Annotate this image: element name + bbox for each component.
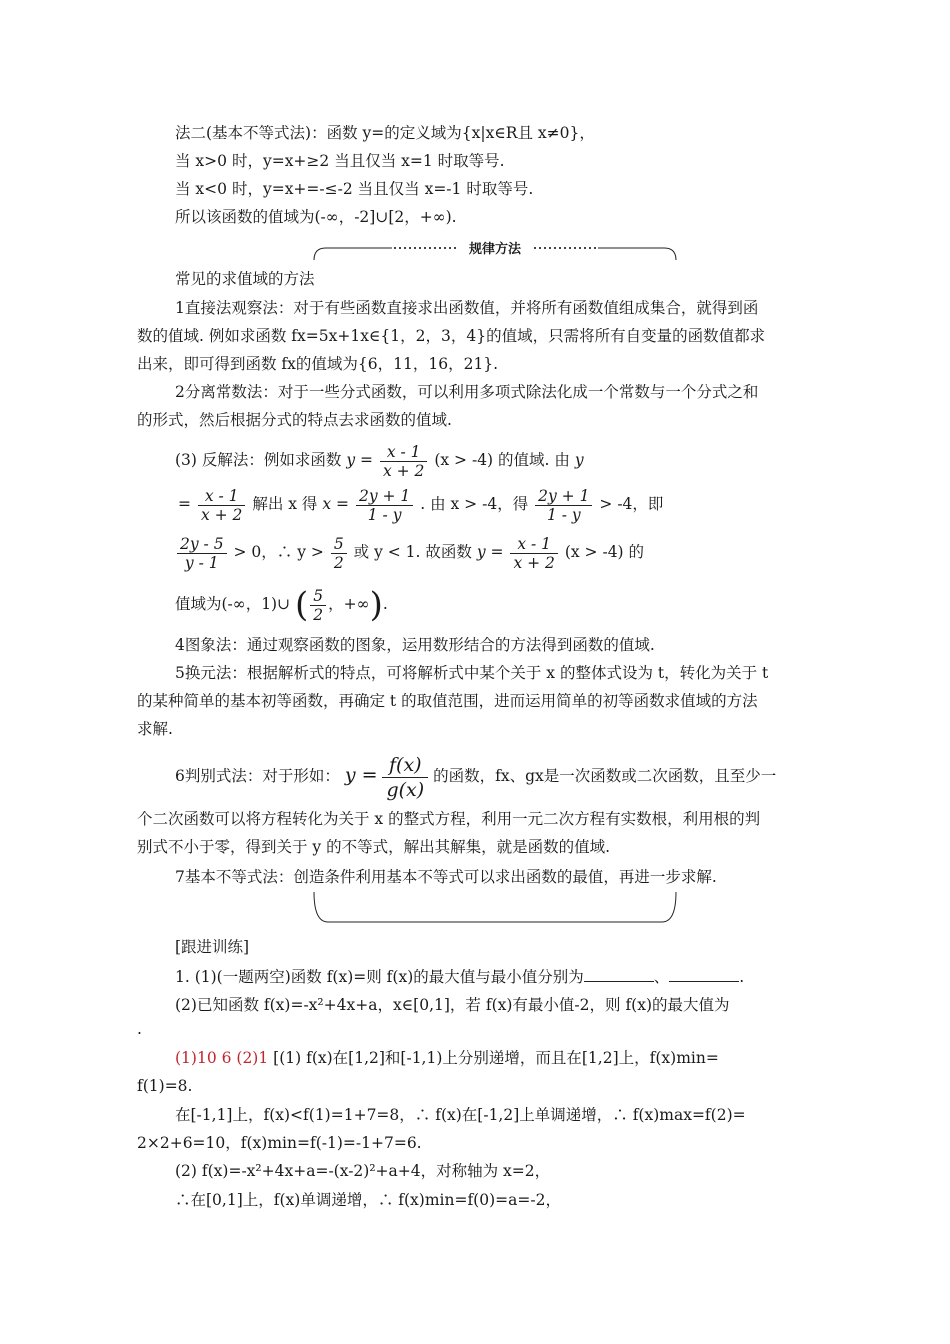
method5-line1: 5换元法：根据解析式的特点，可将解析式中某个关于 x 的整体式设为 t，转化为关于 t: [175, 664, 769, 682]
solution-line1: (1)10 6 (2)1 [(1) f(x)在[1,2]和[-1,1)上分别递增，而且在[1,2]上，f(x)min=: [175, 1049, 719, 1067]
answer-blank-1: [584, 967, 654, 982]
rules-banner: [312, 236, 678, 262]
answer-key: (1)10 6 (2)1: [175, 1049, 269, 1067]
method1-line2: 数的值域. 例如求函数 fx=5x+1x∈{1，2，3，4}的值域，只需将所有自变量的函数值都求: [137, 327, 766, 345]
method2-line1: 法二(基本不等式法)：函数 y=的定义域为{x|x∈R且 x≠0}，: [175, 124, 595, 142]
method6-line2: 个二次函数可以将方程转化为关于 x 的整式方程，利用一元二次方程有实数根，利用根的判: [137, 810, 761, 828]
method6-line1: 6判别式法：对于形如： y = $\frac{f(x)}{g(x)}$ 的函数，fx、gx是一次函数或二次函数，且至少一: [175, 753, 777, 801]
practice-q2-line1: (2)已知函数 f(x)=-x²+4x+a，x∈[0,1]，若 f(x)有最小值-2，则 f(x)的最大值为: [175, 996, 730, 1014]
method1-line3: 出来，即可得到函数 fx的值域为{6，11，16，21}.: [137, 355, 499, 373]
banner-title: 规律方法: [468, 242, 521, 257]
method2-line4: 所以该函数的值域为(-∞，-2]∪[2，+∞).: [175, 208, 457, 226]
solution-line6: ∴在[0,1]上，f(x)单调递增，∴ f(x)min=f(0)=a=-2，: [175, 1191, 561, 1209]
method2-sep-line2: 的形式，然后根据分式的特点去求函数的值域.: [137, 411, 452, 429]
method7: 7基本不等式法：创造条件利用基本不等式可以求出函数的最值，再进一步求解.: [175, 868, 717, 886]
practice-q2-line2: .: [137, 1020, 142, 1038]
solution-line2: f(1)=8.: [137, 1077, 193, 1095]
practice-q1: 1. (1)(一题两空)函数 f(x)=则 f(x)的最大值与最小值分别为 、 .: [175, 968, 745, 986]
practice-heading: [跟进训练]: [175, 938, 250, 956]
answer-blank-2: [669, 967, 739, 982]
method2-sep-line1: 2分离常数法：对于一些分式函数，可以利用多项式除法化成一个常数与一个分式之和: [175, 383, 759, 401]
fraction-x1-x2: $\frac{x - 1}{x + 2}$: [380, 443, 427, 480]
solution-line4: 2×2+6=10，f(x)min=f(-1)=-1+7=6.: [137, 1134, 422, 1152]
methods-heading: 常见的求值域的方法: [175, 270, 315, 288]
method2-line2: 当 x>0 时，y=x+≥2 当且仅当 x=1 时取等号.: [175, 152, 505, 170]
method2-line3: 当 x<0 时，y=x+=-≤-2 当且仅当 x=-1 时取等号.: [175, 180, 534, 198]
method3-line1: (3) 反解法：例如求函数 y = $\frac{x - 1}{x + 2}$ (x > -4) 的值域. 由 y: [175, 442, 584, 480]
method6-line3: 别式不小于零，得到关于 y 的不等式，解出其解集，就是函数的值域.: [137, 838, 611, 856]
solution-line3: 在[-1,1]上，f(x)<f(1)=1+7=8，∴ f(x)在[-1,2]上单调递增，∴ f(x)max=f(2)=: [175, 1106, 746, 1124]
banner-bottom-frame: [312, 888, 678, 928]
method3-line4: 值域为(-∞，1)∪ ( $\frac{5}{2}$ ，+∞).: [175, 585, 388, 625]
method5-line2: 的某种简单的基本初等函数，再确定 t 的取值范围，进而运用简单的初等函数求值域的方法: [137, 692, 758, 710]
method3-line2: = $\frac{x - 1}{x + 2}$ 解出 x 得 x = $\frac{2y + 1}{1 - y}$ . 由 x > -4，得 $\frac{2y + 1}{1 - y}$ > -4，即: [178, 486, 664, 524]
method5-line3: 求解.: [137, 720, 173, 738]
fraction-f-over-g: $\frac{f(x)}{g(x)}$: [382, 753, 428, 802]
method3-line3: $\frac{2y - 5}{y - 1}$ > 0，∴ y > $\frac{5}{2}$ 或 y < 1. 故函数 y = $\frac{x - 1}{x + 2}$ (x > -4) 的: [175, 532, 644, 572]
method4: 4图象法：通过观察函数的图象，运用数形结合的方法得到函数的值域.: [175, 636, 655, 654]
method1-line1: 1直接法观察法：对于有些函数直接求出函数值，并将所有函数值组成集合，就得到函: [175, 299, 759, 317]
solution-line5: (2) f(x)=-x²+4x+a=-(x-2)²+a+4，对称轴为 x=2，: [175, 1162, 551, 1180]
